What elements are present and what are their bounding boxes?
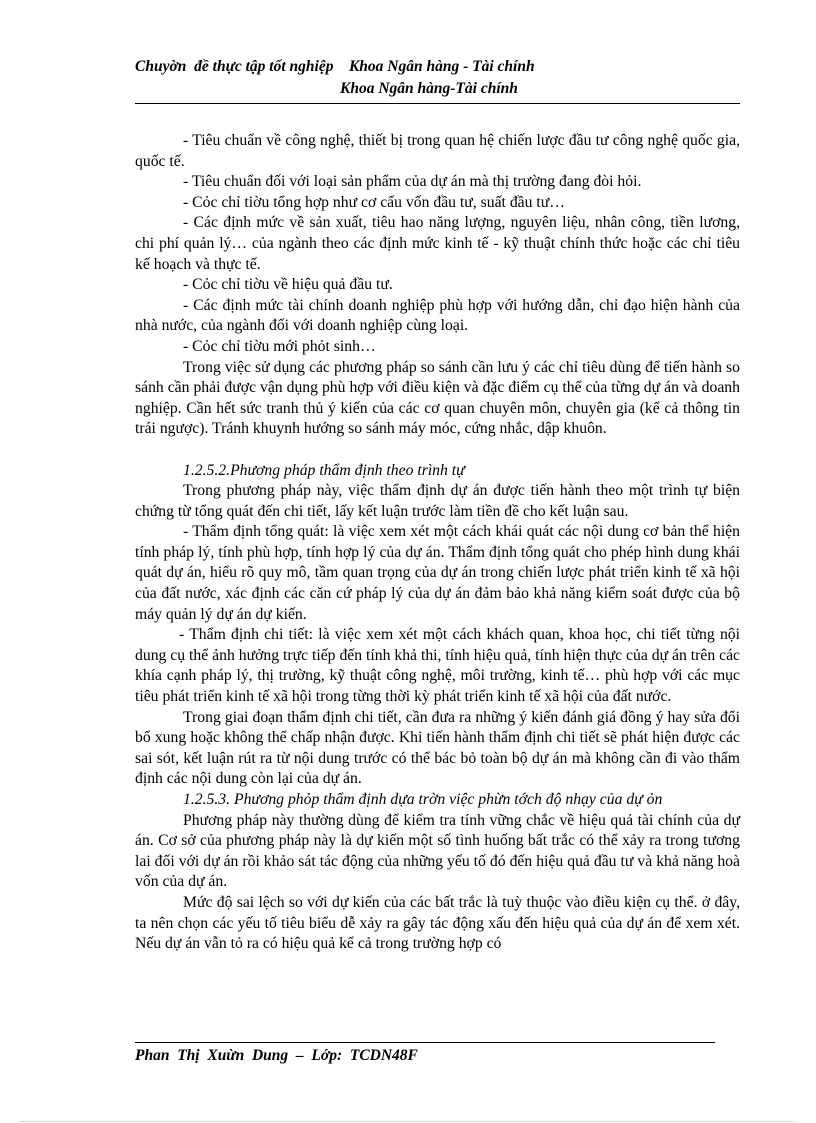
paragraph: - Cỏc chỉ tiờu tổng hợp như cơ cấu vốn đầu tư, suất đầu tư…	[183, 193, 565, 211]
page-footer: Phan Thị Xuừn Dung – Lớp: TCDN48F	[135, 1047, 418, 1064]
paragraph: - Thẩm định tổng quát: là việc xem xét một cách khái quát các nội dung cơ bản thể hiện tính pháp lý, tính phù hợp, tính hợp lý của dự án. Thẩm định tổng quát cho phép hình dung khái quát dự án, hiểu rõ quy mô, tầm quan trọng của dự án trong chiến lược phát triển kinh tế xã hội của đất nước, xác định các căn cứ pháp lý của dự án đảm bảo khả năng kiểm soát được của bộ máy quản lý dự án dự kiến.	[135, 523, 740, 623]
paragraph: - Cỏc chỉ tiờu mới phỏt sinh…	[183, 337, 376, 355]
paragraph: - Cỏc chỉ tiờu về hiệu quả đầu tư.	[183, 276, 393, 294]
paragraph: - Thẩm định chi tiết: là việc xem xét một cách khách quan, khoa học, chi tiết từng nội dung cụ thể ảnh hưởng trực tiếp đến tính khả thi, tính hiệu quả, tính hiện thực của dự án trên các khía cạnh pháp lý, thị trường, kỹ thuật công nghệ, môi trường, kinh tế… phù hợp với các mục tiêu phát triển kinh tế xã hội trong từng thời kỳ phát triển kinh tế xã hội của đất nước.	[135, 626, 740, 706]
paragraph: Trong việc sử dụng các phương pháp so sánh cần lưu ý các chỉ tiêu dùng để tiến hành so sánh cần phải được vận dụng phù hợp với điều kiện và đặc điểm cụ thể của từng dự án và doanh nghiệp. Cần hết sức tranh thủ ý kiến của các cơ quan chuyên môn, chuyên gia (kể cả thông tin trái ngược). Tránh khuynh hướng so sánh máy móc, cứng nhắc, dập khuôn.	[135, 358, 740, 438]
paragraph: - Tiêu chuẩn đối với loại sản phẩm của dự án mà thị trường đang đòi hỏi.	[183, 173, 642, 191]
footer-divider	[135, 1042, 715, 1043]
section-heading-1-2-5-3: 1.2.5.3. Phương phỏp thẩm định dựa trờn việc phừn tớch độ nhạy của dự ỏn	[183, 791, 663, 808]
paragraph: Trong giai đoạn thẩm định chi tiết, cần đưa ra những ý kiến đánh giá đồng ý hay sửa đổi bổ xung hoặc không thể chấp nhận được. Khi tiến hành thẩm định chi tiết sẽ phát hiện được các sai sót, kết luận rút ra từ nội dung trước có thể bác bỏ toàn bộ dự án mà không cần đi vào thẩm định các nội dung còn lại của dự án.	[135, 708, 740, 788]
header-title-line: Chuyờn đề thực tập tốt nghiệp Khoa Ngân hàng - Tài chính	[135, 58, 535, 75]
paragraph: Phương pháp này thường dùng để kiểm tra tính vững chắc về hiệu quả tài chính của dự án. Cơ sở của phương pháp này là dự kiến một số tình huống bất trắc có thể xảy ra trong tương lai đối với dự án rồi khảo sát tác động của những yếu tố đó đến hiệu quả đầu tư và khả năng hoà vốn của dự án.	[135, 811, 740, 891]
paragraph: Mức độ sai lệch so với dự kiến của các bất trắc là tuỳ thuộc vào điều kiện cụ thể. ở đây, ta nên chọn các yếu tố tiêu biểu dễ xảy ra gây tác động xấu đến hiệu quả của dự án để xem xét. Nếu dự án vẫn tỏ ra có hiệu quả kể cả trong trường hợp có	[135, 893, 740, 953]
header-divider	[135, 103, 740, 104]
paragraph: - Các định mức tài chính doanh nghiệp phù hợp với hướng dẫn, chỉ đạo hiện hành của nhà nước, của ngành đối với doanh nghiệp cùng loại.	[135, 296, 740, 335]
paragraph: - Các định mức về sản xuất, tiêu hao năng lượng, nguyên liệu, nhân công, tiền lương, chi phí quản lý… của ngành theo các định mức kinh tế - kỹ thuật chính thức hoặc các chỉ tiêu kế hoạch và thực tế.	[135, 214, 740, 273]
page-header	[135, 56, 740, 100]
document-body	[135, 131, 740, 955]
spacer	[135, 440, 740, 461]
paragraph: - Tiêu chuẩn về công nghệ, thiết bị trong quan hệ chiến lược đầu tư công nghệ quốc gia, quốc tế.	[135, 132, 740, 170]
paragraph: Trong phương pháp này, việc thẩm định dự án được tiến hành theo một trình tự biện chứng từ tổng quát đến chi tiết, lấy kết luận trước làm tiền đề cho kết luận sau.	[135, 482, 740, 520]
section-heading-1-2-5-2: 1.2.5.2.Phương pháp thẩm định theo trình tự	[183, 461, 465, 479]
header-department-line: Khoa Ngân hàng-Tài chính	[340, 80, 518, 97]
page-bottom-edge	[20, 1121, 796, 1122]
